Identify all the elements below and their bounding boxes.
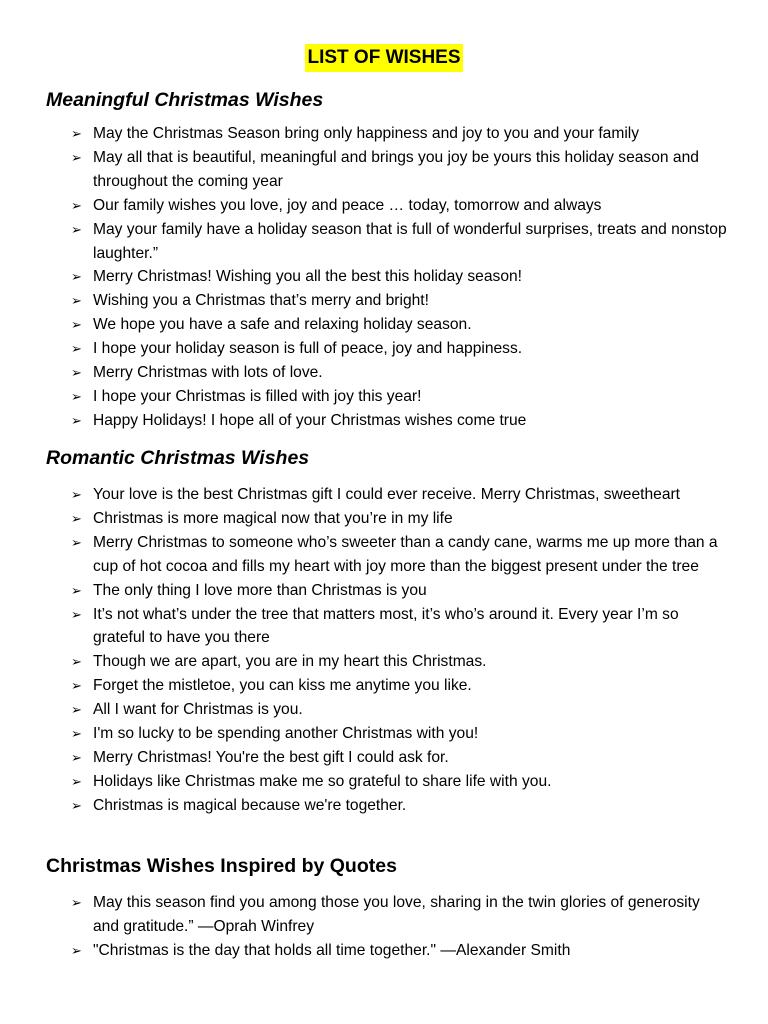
arrow-bullet-icon: ➢ [71, 126, 82, 141]
list-item-text: Happy Holidays! I hope all of your Christmas wishes come true [93, 411, 527, 429]
section-list-quotes [0, 891, 768, 963]
arrow-bullet-icon: ➢ [71, 654, 82, 670]
arrow-bullet-icon: ➢ [71, 388, 82, 404]
list-item-text: The only thing I love more than Christmas is you [93, 581, 427, 599]
arrow-bullet-icon: ➢ [71, 534, 82, 550]
list-item-text: All I want for Christmas is you. [93, 701, 303, 719]
list-item [0, 939, 768, 963]
title-wrapper [0, 44, 768, 72]
list-item [0, 289, 768, 313]
list-item [0, 698, 768, 722]
list-item [0, 385, 768, 409]
list-item [0, 409, 768, 433]
list-item [0, 722, 768, 746]
list-item-text: Though we are apart, you are in my heart this Christmas. [93, 653, 487, 671]
arrow-bullet-icon: ➢ [71, 269, 82, 285]
list-item-text: Christmas is magical because we're together. [93, 796, 407, 814]
list-item [0, 146, 768, 194]
list-item [0, 794, 768, 818]
list-item-text: May this season find you among those you love, sharing in the twin glories of generosity and gratitude.” —Oprah Winfrey [93, 894, 700, 935]
section-heading-romantic: Romantic Christmas Wishes [46, 447, 310, 469]
list-item [0, 579, 768, 603]
arrow-bullet-icon: ➢ [71, 942, 82, 958]
list-item [0, 531, 768, 579]
list-item-text: We hope you have a safe and relaxing holiday season. [93, 316, 472, 334]
arrow-bullet-icon: ➢ [71, 749, 82, 765]
list-item [0, 507, 768, 531]
list-item-text: Our family wishes you love, joy and peace … today, tomorrow and always [93, 196, 602, 214]
arrow-bullet-icon: ➢ [71, 702, 82, 718]
list-item [0, 746, 768, 770]
list-item [0, 265, 768, 289]
list-item [0, 361, 768, 385]
list-item [0, 194, 768, 218]
list-item [0, 891, 768, 939]
section-list-meaningful [0, 122, 768, 433]
arrow-bullet-icon: ➢ [71, 365, 82, 381]
arrow-bullet-icon: ➢ [71, 317, 82, 333]
list-item [0, 122, 768, 146]
list-item-text: It’s not what’s under the tree that matters most, it’s who’s around it. Every year I’m so grateful to have you there [93, 605, 679, 647]
arrow-bullet-icon: ➢ [71, 221, 82, 237]
arrow-bullet-icon: ➢ [71, 341, 82, 357]
list-item-text: May your family have a holiday season that is full of wonderful surprises, treats and nonstop laughter.” [93, 220, 727, 262]
list-item [0, 313, 768, 337]
list-item-text: I hope your holiday season is full of peace, joy and happiness. [93, 340, 523, 358]
list-item-text: May the Christmas Season bring only happiness and joy to you and your family [93, 125, 640, 142]
arrow-bullet-icon: ➢ [71, 197, 82, 213]
section-list-romantic [0, 483, 768, 818]
list-item [0, 770, 768, 794]
arrow-bullet-icon: ➢ [71, 582, 82, 598]
list-item [0, 603, 768, 651]
list-item-text: Christmas is more magical now that you’re in my life [93, 509, 453, 527]
arrow-bullet-icon: ➢ [71, 412, 82, 428]
section-heading-quotes: Christmas Wishes Inspired by Quotes [46, 855, 397, 877]
arrow-bullet-icon: ➢ [71, 510, 82, 526]
list-item-text: Holidays like Christmas make me so grateful to share life with you. [93, 772, 552, 790]
list-item [0, 674, 768, 698]
list-item-text: Wishing you a Christmas that’s merry and bright! [93, 292, 429, 310]
arrow-bullet-icon: ➢ [71, 678, 82, 694]
list-item-text: I'm so lucky to be spending another Christmas with you! [93, 725, 479, 743]
arrow-bullet-icon: ➢ [71, 797, 82, 813]
arrow-bullet-icon: ➢ [71, 895, 82, 910]
list-item-text: "Christmas is the day that holds all time together." —Alexander Smith [93, 941, 571, 959]
list-item [0, 483, 768, 507]
list-item-text: Merry Christmas to someone who’s sweeter than a candy cane, warms me up more than a cup of hot cocoa and fills my heart with joy more than the biggest present under the tree [93, 533, 718, 575]
list-item-text: Forget the mistletoe, you can kiss me anytime you like. [93, 677, 472, 695]
arrow-bullet-icon: ➢ [71, 293, 82, 309]
list-item [0, 337, 768, 361]
list-item-text: May all that is beautiful, meaningful and brings you joy be yours this holiday season and throughout the coming year [93, 148, 699, 190]
list-item-text: I hope your Christmas is filled with joy this year! [93, 387, 422, 405]
arrow-bullet-icon: ➢ [71, 773, 82, 789]
arrow-bullet-icon: ➢ [71, 149, 82, 165]
arrow-bullet-icon: ➢ [71, 487, 82, 502]
list-item [0, 218, 768, 266]
list-item-text: Merry Christmas with lots of love. [93, 364, 323, 382]
list-item [0, 650, 768, 674]
arrow-bullet-icon: ➢ [71, 606, 82, 622]
list-item-text: Merry Christmas! You're the best gift I could ask for. [93, 748, 449, 766]
section-heading-meaningful: Meaningful Christmas Wishes [46, 89, 324, 111]
list-item-text: Your love is the best Christmas gift I could ever receive. Merry Christmas, sweetheart [93, 486, 681, 503]
arrow-bullet-icon: ➢ [71, 726, 82, 742]
list-item-text: Merry Christmas! Wishing you all the best this holiday season! [93, 268, 523, 286]
page-title: LIST OF WISHES [305, 44, 462, 72]
